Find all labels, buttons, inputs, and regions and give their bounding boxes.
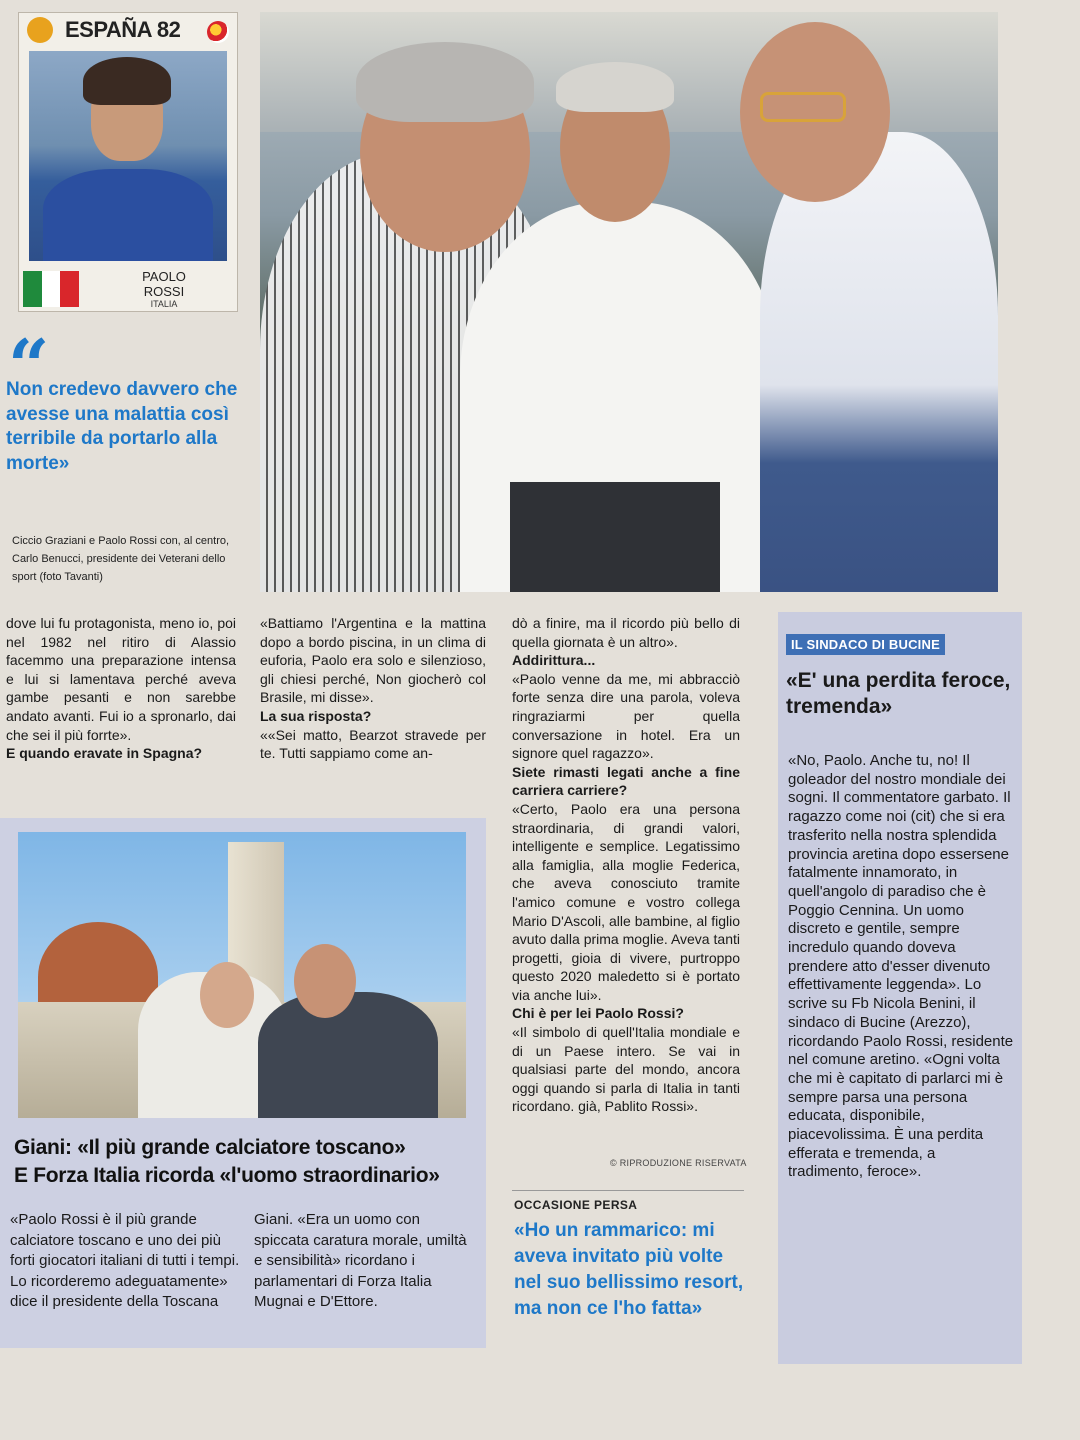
sidebar-body: «No, Paolo. Anche tu, no! Il goleador del nostro mondiale dei sogni. Il commentatore garbato. Il ragazzo come noi (cit) che si era trasferito nella nostra splendida provincia aretina dopo essersene fatalmente innamorato, in quell'angolo di paradiso che è Poggio Cennina. Un uomo discreto e gentile, sempre incredulo quando doveva prendere atto d'esser divenuto effettivamente leggenda». Lo scrive su Fb Nicola Benini, il sindaco di Bucine (Arezzo), ricordando Paolo Rossi, residente nel comune aretino. «Ogni volta che mi è capitato di parlarci mi è sempre parsa una persona educata, disponibile, piacevolissima. È una perdita efferata e tremenda, a tradimento, feroce». xyxy=(788,752,1014,1181)
photo-caption: Ciccio Graziani e Paolo Rossi con, al centro, Carlo Benucci, presidente dei Veterani dello sport (foto Tavanti) xyxy=(12,535,230,583)
naranjito-mascot-icon xyxy=(27,17,53,43)
box-title: Giani: «Il più grande calciatore toscano» E Forza Italia ricorda «l'uomo straordinario» xyxy=(14,1136,440,1187)
flag-stripe xyxy=(42,271,61,307)
woman-face xyxy=(200,962,254,1028)
box-column-1: «Paolo Rossi è il più grande calciatore toscano e uno dei più forti giocatori italiani di tutti i tempi. Lo ricorderemo adeguatamente» dice il presidente della Toscana xyxy=(10,1211,240,1310)
man-center-hair xyxy=(556,62,674,112)
interview-question: Siete rimasti legati anche a fine carriera carriere? xyxy=(512,763,740,799)
man-left-hair xyxy=(356,42,534,122)
interview-question: Chi è per lei Paolo Rossi? xyxy=(512,1005,684,1022)
sidebar-label: IL SINDACO DI BUCINE xyxy=(786,634,945,655)
quote-mark-icon: “ xyxy=(8,323,50,408)
sidebar-title: «E' una perdita feroce, tremenda» xyxy=(786,669,1011,718)
man-suit-figure xyxy=(258,992,438,1118)
sticker-country: ITALIA xyxy=(150,299,178,309)
article-column-2: «Battiamo l'Argentina e la mattina dopo a bordo piscina, in un clima di euforia, Paolo era solo e silenzioso, gli chiesi perché, Non giocherò col Brasile, mi disse». La sua risposta? ««Sei matto, Bearzot stravede per te. Tutti sappiamo come an- xyxy=(260,615,486,762)
italy-flag-icon xyxy=(23,271,79,307)
blue-jersey xyxy=(43,169,213,261)
box-column-2: Giani. «Era un uomo con spiccata caratura morale, umiltà e sensibilità» ricordano i parlamentari di Forza Italia Mugnai e D'Ettore. xyxy=(254,1211,467,1310)
copyright-note: © RIPRODUZIONE RISERVATA xyxy=(610,1158,747,1168)
divider xyxy=(512,1190,744,1191)
flag-stripe xyxy=(23,271,42,307)
main-photo xyxy=(260,12,998,592)
pull-quote: Non credevo davvero che avesse una malattia così terribile da portarlo alla morte» xyxy=(6,379,238,474)
glasses-icon xyxy=(760,92,846,122)
sticker-portrait xyxy=(29,51,227,261)
article-column-1: dove lui fu protagonista, meno io, poi nel 1982 nel ritiro di Alassio facemmo una preparazione intensa e lui si lamentava perché aveva gambe pesanti e non sarebbe andato avanti. Fui io a spronarlo, dai che sei il più forrte». E quando eravate in Spagna? xyxy=(6,615,236,762)
occasione-label: OCCASIONE PERSA xyxy=(514,1198,638,1212)
world-cup-logo-icon xyxy=(207,21,229,43)
florence-photo xyxy=(18,832,466,1118)
player-hair xyxy=(83,57,171,105)
man-center-trousers xyxy=(510,482,720,592)
sticker-title: ESPAÑA 82 xyxy=(65,17,181,42)
interview-question: La sua risposta? xyxy=(260,707,372,724)
man-right-shirt-jeans xyxy=(760,132,998,592)
occasione-quote: «Ho un rammarico: mi aveva invitato più volte nel suo bellissimo resort, ma non ce l'ho fatta» xyxy=(514,1220,744,1319)
article-column-3: dò a finire, ma il ricordo più bello di quella giornata è un altro». Addirittura... «Paolo venne da me, mi abbracciò forte senza dire una parola, voleva ringraziarmi per quella conversazione in hotel. Era un signore quel ragazzo». Siete rimasti legati anche a fine carriera carriere? «Certo, Paolo era una persona straordinaria, di grandi valori, intelligente e semplice. Legatissimo alla famiglia, alla moglie Federica, che aveva conosciuto tramite l'amico comune e vostro collega Mario D'Ascoli, alle bambine, al figlio avuto dalla prima moglie. Aveva tanti progetti, gioia di vivere, purtroppo questo 2020 maledetto si è portato via anche lui». Chi è per lei Paolo Rossi? «Il simbolo di quell'Italia mondiale e di un Paese intero. Se vai in qualsiasi parte del mondo, ancora oggi quando si parla di Italia in tanti ricordano. già, Pablito Rossi». xyxy=(512,615,740,1115)
interview-question: E quando eravate in Spagna? xyxy=(6,745,203,762)
flag-stripe xyxy=(60,271,79,307)
man-face xyxy=(294,944,356,1018)
sticker-player-name: PAOLO ROSSI xyxy=(142,269,186,299)
panini-sticker xyxy=(18,12,238,312)
interview-question: Addirittura... xyxy=(512,652,596,669)
